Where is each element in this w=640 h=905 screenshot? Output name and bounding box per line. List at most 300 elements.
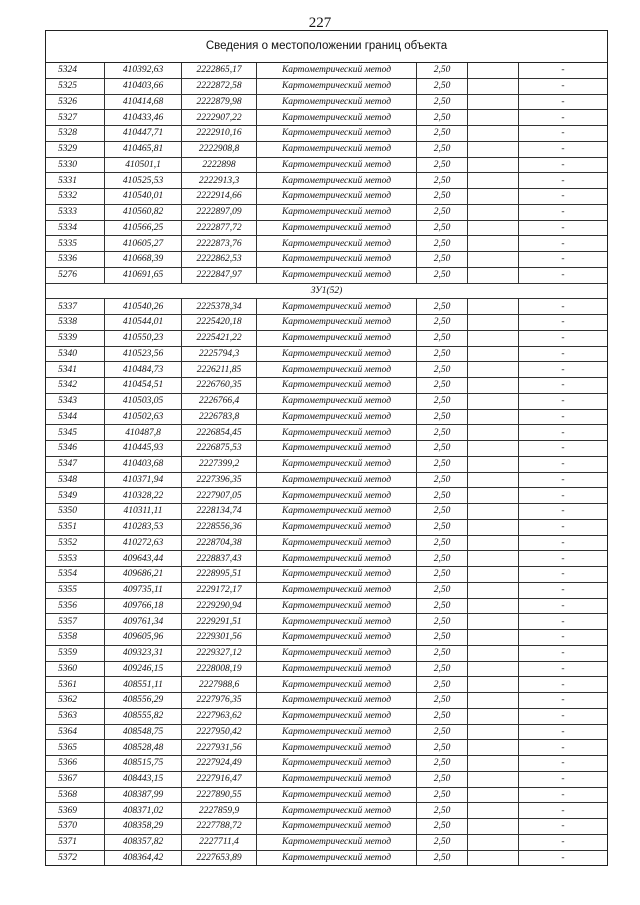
point-number: 5348 (46, 472, 105, 488)
accuracy: 2,50 (417, 693, 468, 709)
point-number: 5364 (46, 724, 105, 740)
accuracy: 2,50 (417, 582, 468, 598)
blank-cell (468, 173, 519, 189)
method: Картометрический метод (257, 771, 417, 787)
accuracy: 2,50 (417, 551, 468, 567)
blank-cell (468, 488, 519, 504)
point-number: 5353 (46, 551, 105, 567)
blank-cell (468, 504, 519, 520)
description: - (519, 173, 608, 189)
table-row (46, 315, 607, 331)
boundary-points-table (46, 63, 607, 865)
x-coordinate: 410523,56 (105, 346, 182, 362)
method: Картометрический метод (257, 189, 417, 205)
table-row (46, 393, 607, 409)
table-row (46, 173, 607, 189)
description: - (519, 724, 608, 740)
method: Картометрический метод (257, 551, 417, 567)
point-number: 5363 (46, 708, 105, 724)
description: - (519, 771, 608, 787)
description: - (519, 204, 608, 220)
x-coordinate: 409643,44 (105, 551, 182, 567)
method: Картометрический метод (257, 110, 417, 126)
description: - (519, 346, 608, 362)
blank-cell (468, 756, 519, 772)
method: Картометрический метод (257, 441, 417, 457)
accuracy: 2,50 (417, 236, 468, 252)
blank-cell (468, 787, 519, 803)
accuracy: 2,50 (417, 173, 468, 189)
accuracy: 2,50 (417, 834, 468, 850)
description: - (519, 157, 608, 173)
accuracy: 2,50 (417, 535, 468, 551)
table-row (46, 362, 607, 378)
blank-cell (468, 472, 519, 488)
method: Картометрический метод (257, 598, 417, 614)
point-number: 5326 (46, 94, 105, 110)
point-number: 5337 (46, 299, 105, 315)
table-row (46, 850, 607, 865)
blank-cell (468, 535, 519, 551)
method: Картометрический метод (257, 850, 417, 865)
method: Картометрический метод (257, 346, 417, 362)
accuracy: 2,50 (417, 425, 468, 441)
method: Картометрический метод (257, 94, 417, 110)
table-row (46, 378, 607, 394)
accuracy: 2,50 (417, 614, 468, 630)
x-coordinate: 410501,1 (105, 157, 182, 173)
point-number: 5367 (46, 771, 105, 787)
method: Картометрический метод (257, 582, 417, 598)
y-coordinate: 2227988,6 (182, 677, 257, 693)
table-row (46, 519, 607, 535)
x-coordinate: 410487,8 (105, 425, 182, 441)
x-coordinate: 408551,11 (105, 677, 182, 693)
y-coordinate: 2228704,38 (182, 535, 257, 551)
description: - (519, 850, 608, 865)
method: Картометрический метод (257, 157, 417, 173)
blank-cell (468, 425, 519, 441)
table-body (46, 63, 607, 865)
accuracy: 2,50 (417, 157, 468, 173)
description: - (519, 378, 608, 394)
table-row (46, 63, 607, 78)
blank-cell (468, 614, 519, 630)
x-coordinate: 410566,25 (105, 220, 182, 236)
table-row (46, 409, 607, 425)
table-row (46, 535, 607, 551)
table-row (46, 819, 607, 835)
method: Картометрический метод (257, 63, 417, 78)
table-row (46, 488, 607, 504)
description: - (519, 441, 608, 457)
method: Картометрический метод (257, 708, 417, 724)
x-coordinate: 408364,42 (105, 850, 182, 865)
blank-cell (468, 252, 519, 268)
point-number: 5343 (46, 393, 105, 409)
y-coordinate: 2222914,66 (182, 189, 257, 205)
x-coordinate: 410403,68 (105, 456, 182, 472)
accuracy: 2,50 (417, 220, 468, 236)
x-coordinate: 410433,46 (105, 110, 182, 126)
x-coordinate: 408515,75 (105, 756, 182, 772)
y-coordinate: 2227931,56 (182, 740, 257, 756)
table-row (46, 141, 607, 157)
accuracy: 2,50 (417, 504, 468, 520)
y-coordinate: 2229301,56 (182, 630, 257, 646)
x-coordinate: 410445,93 (105, 441, 182, 457)
table-row (46, 724, 607, 740)
blank-cell (468, 330, 519, 346)
y-coordinate: 2227711,4 (182, 834, 257, 850)
point-number: 5325 (46, 78, 105, 94)
x-coordinate: 410371,94 (105, 472, 182, 488)
accuracy: 2,50 (417, 519, 468, 535)
table-row (46, 567, 607, 583)
method: Картометрический метод (257, 126, 417, 142)
accuracy: 2,50 (417, 677, 468, 693)
point-number: 5346 (46, 441, 105, 457)
description: - (519, 834, 608, 850)
method: Картометрический метод (257, 141, 417, 157)
y-coordinate: 2222865,17 (182, 63, 257, 78)
accuracy: 2,50 (417, 299, 468, 315)
table-row (46, 504, 607, 520)
method: Картометрический метод (257, 425, 417, 441)
point-number: 5327 (46, 110, 105, 126)
y-coordinate: 2222877,72 (182, 220, 257, 236)
y-coordinate: 2227859,9 (182, 803, 257, 819)
point-number: 5372 (46, 850, 105, 865)
method: Картометрический метод (257, 315, 417, 331)
method: Картометрический метод (257, 299, 417, 315)
method: Картометрический метод (257, 787, 417, 803)
accuracy: 2,50 (417, 378, 468, 394)
table-row (46, 756, 607, 772)
point-number: 5344 (46, 409, 105, 425)
method: Картометрический метод (257, 535, 417, 551)
x-coordinate: 410544,01 (105, 315, 182, 331)
description: - (519, 330, 608, 346)
table-title: Сведения о местоположении границ объекта (46, 31, 607, 63)
y-coordinate: 2222847,97 (182, 267, 257, 283)
accuracy: 2,50 (417, 141, 468, 157)
description: - (519, 472, 608, 488)
point-number: 5355 (46, 582, 105, 598)
blank-cell (468, 771, 519, 787)
blank-cell (468, 409, 519, 425)
accuracy: 2,50 (417, 598, 468, 614)
accuracy: 2,50 (417, 189, 468, 205)
blank-cell (468, 141, 519, 157)
x-coordinate: 410540,01 (105, 189, 182, 205)
table-row (46, 78, 607, 94)
description: - (519, 740, 608, 756)
description: - (519, 803, 608, 819)
description: - (519, 708, 608, 724)
method: Картометрический метод (257, 472, 417, 488)
y-coordinate: 2225378,34 (182, 299, 257, 315)
description: - (519, 567, 608, 583)
y-coordinate: 2227396,35 (182, 472, 257, 488)
description: - (519, 94, 608, 110)
y-coordinate: 2222913,3 (182, 173, 257, 189)
table-row (46, 299, 607, 315)
x-coordinate: 410668,39 (105, 252, 182, 268)
point-number: 5336 (46, 252, 105, 268)
x-coordinate: 408357,82 (105, 834, 182, 850)
y-coordinate: 2226854,45 (182, 425, 257, 441)
blank-cell (468, 834, 519, 850)
point-number: 5340 (46, 346, 105, 362)
point-number: 5329 (46, 141, 105, 157)
x-coordinate: 410414,68 (105, 94, 182, 110)
blank-cell (468, 519, 519, 535)
y-coordinate: 2222907,22 (182, 110, 257, 126)
accuracy: 2,50 (417, 645, 468, 661)
x-coordinate: 408371,02 (105, 803, 182, 819)
accuracy: 2,50 (417, 204, 468, 220)
table-row (46, 267, 607, 283)
method: Картометрический метод (257, 740, 417, 756)
blank-cell (468, 204, 519, 220)
method: Картометрический метод (257, 378, 417, 394)
accuracy: 2,50 (417, 126, 468, 142)
blank-cell (468, 157, 519, 173)
accuracy: 2,50 (417, 362, 468, 378)
table-row (46, 645, 607, 661)
y-coordinate: 2226783,8 (182, 409, 257, 425)
accuracy: 2,50 (417, 740, 468, 756)
x-coordinate: 409686,21 (105, 567, 182, 583)
blank-cell (468, 126, 519, 142)
accuracy: 2,50 (417, 787, 468, 803)
description: - (519, 598, 608, 614)
point-number: 5362 (46, 693, 105, 709)
y-coordinate: 2222879,98 (182, 94, 257, 110)
y-coordinate: 2226211,85 (182, 362, 257, 378)
x-coordinate: 408555,82 (105, 708, 182, 724)
point-number: 5352 (46, 535, 105, 551)
description: - (519, 551, 608, 567)
accuracy: 2,50 (417, 472, 468, 488)
x-coordinate: 410605,27 (105, 236, 182, 252)
accuracy: 2,50 (417, 708, 468, 724)
y-coordinate: 2228837,43 (182, 551, 257, 567)
method: Картометрический метод (257, 819, 417, 835)
blank-cell (468, 362, 519, 378)
point-number: 5338 (46, 315, 105, 331)
x-coordinate: 408387,99 (105, 787, 182, 803)
y-coordinate: 2228134,74 (182, 504, 257, 520)
blank-cell (468, 724, 519, 740)
table-row (46, 834, 607, 850)
y-coordinate: 2227399,2 (182, 456, 257, 472)
point-number: 5361 (46, 677, 105, 693)
accuracy: 2,50 (417, 409, 468, 425)
x-coordinate: 408556,29 (105, 693, 182, 709)
table-row (46, 126, 607, 142)
blank-cell (468, 94, 519, 110)
table-row (46, 204, 607, 220)
description: - (519, 78, 608, 94)
table-row (46, 252, 607, 268)
method: Картометрический метод (257, 519, 417, 535)
accuracy: 2,50 (417, 803, 468, 819)
table-row (46, 425, 607, 441)
point-number: 5331 (46, 173, 105, 189)
y-coordinate: 2227916,47 (182, 771, 257, 787)
x-coordinate: 410691,65 (105, 267, 182, 283)
description: - (519, 63, 608, 78)
x-coordinate: 409761,34 (105, 614, 182, 630)
blank-cell (468, 693, 519, 709)
y-coordinate: 2226875,53 (182, 441, 257, 457)
table-row (46, 157, 607, 173)
blank-cell (468, 740, 519, 756)
y-coordinate: 2222908,8 (182, 141, 257, 157)
y-coordinate: 2222898 (182, 157, 257, 173)
method: Картометрический метод (257, 834, 417, 850)
x-coordinate: 408528,48 (105, 740, 182, 756)
description: - (519, 409, 608, 425)
blank-cell (468, 378, 519, 394)
accuracy: 2,50 (417, 488, 468, 504)
point-number: 5366 (46, 756, 105, 772)
section-label: ЗУ1(52) (46, 283, 607, 299)
blank-cell (468, 677, 519, 693)
accuracy: 2,50 (417, 771, 468, 787)
method: Картометрический метод (257, 661, 417, 677)
description: - (519, 488, 608, 504)
description: - (519, 236, 608, 252)
point-number: 5365 (46, 740, 105, 756)
description: - (519, 425, 608, 441)
description: - (519, 645, 608, 661)
table-row (46, 472, 607, 488)
description: - (519, 504, 608, 520)
table-row (46, 220, 607, 236)
x-coordinate: 410272,63 (105, 535, 182, 551)
point-number: 5347 (46, 456, 105, 472)
y-coordinate: 2222897,09 (182, 204, 257, 220)
description: - (519, 141, 608, 157)
y-coordinate: 2225421,22 (182, 330, 257, 346)
accuracy: 2,50 (417, 346, 468, 362)
blank-cell (468, 346, 519, 362)
method: Картометрический метод (257, 504, 417, 520)
method: Картометрический метод (257, 693, 417, 709)
table-row (46, 771, 607, 787)
blank-cell (468, 441, 519, 457)
table-row (46, 582, 607, 598)
y-coordinate: 2229290,94 (182, 598, 257, 614)
method: Картометрический метод (257, 630, 417, 646)
x-coordinate: 410283,53 (105, 519, 182, 535)
x-coordinate: 410484,73 (105, 362, 182, 378)
point-number: 5357 (46, 614, 105, 630)
accuracy: 2,50 (417, 252, 468, 268)
point-number: 5368 (46, 787, 105, 803)
point-number: 5354 (46, 567, 105, 583)
point-number: 5334 (46, 220, 105, 236)
y-coordinate: 2225420,18 (182, 315, 257, 331)
table-row (46, 708, 607, 724)
method: Картометрический метод (257, 567, 417, 583)
y-coordinate: 2227788,72 (182, 819, 257, 835)
y-coordinate: 2226766,4 (182, 393, 257, 409)
table-row (46, 551, 607, 567)
accuracy: 2,50 (417, 441, 468, 457)
method: Картометрический метод (257, 409, 417, 425)
point-number: 5276 (46, 267, 105, 283)
point-number: 5328 (46, 126, 105, 142)
accuracy: 2,50 (417, 630, 468, 646)
y-coordinate: 2222862,53 (182, 252, 257, 268)
blank-cell (468, 315, 519, 331)
section-row (46, 283, 607, 299)
description: - (519, 630, 608, 646)
point-number: 5360 (46, 661, 105, 677)
blank-cell (468, 819, 519, 835)
x-coordinate: 410502,63 (105, 409, 182, 425)
x-coordinate: 409605,96 (105, 630, 182, 646)
point-number: 5330 (46, 157, 105, 173)
accuracy: 2,50 (417, 330, 468, 346)
accuracy: 2,50 (417, 756, 468, 772)
blank-cell (468, 803, 519, 819)
x-coordinate: 408358,29 (105, 819, 182, 835)
point-number: 5359 (46, 645, 105, 661)
x-coordinate: 409766,18 (105, 598, 182, 614)
method: Картометрический метод (257, 456, 417, 472)
blank-cell (468, 582, 519, 598)
point-number: 5324 (46, 63, 105, 78)
point-number: 5342 (46, 378, 105, 394)
table-row (46, 330, 607, 346)
x-coordinate: 410403,66 (105, 78, 182, 94)
table-row (46, 693, 607, 709)
blank-cell (468, 299, 519, 315)
description: - (519, 661, 608, 677)
y-coordinate: 2229327,12 (182, 645, 257, 661)
table-row (46, 630, 607, 646)
table-row (46, 456, 607, 472)
y-coordinate: 2222872,58 (182, 78, 257, 94)
accuracy: 2,50 (417, 819, 468, 835)
method: Картометрический метод (257, 236, 417, 252)
description: - (519, 787, 608, 803)
y-coordinate: 2222910,16 (182, 126, 257, 142)
method: Картометрический метод (257, 393, 417, 409)
blank-cell (468, 645, 519, 661)
y-coordinate: 2227963,62 (182, 708, 257, 724)
accuracy: 2,50 (417, 850, 468, 865)
blank-cell (468, 220, 519, 236)
table-row (46, 787, 607, 803)
point-number: 5341 (46, 362, 105, 378)
blank-cell (468, 708, 519, 724)
point-number: 5345 (46, 425, 105, 441)
x-coordinate: 409735,11 (105, 582, 182, 598)
accuracy: 2,50 (417, 393, 468, 409)
blank-cell (468, 661, 519, 677)
blank-cell (468, 850, 519, 865)
x-coordinate: 408548,75 (105, 724, 182, 740)
description: - (519, 267, 608, 283)
description: - (519, 535, 608, 551)
description: - (519, 519, 608, 535)
